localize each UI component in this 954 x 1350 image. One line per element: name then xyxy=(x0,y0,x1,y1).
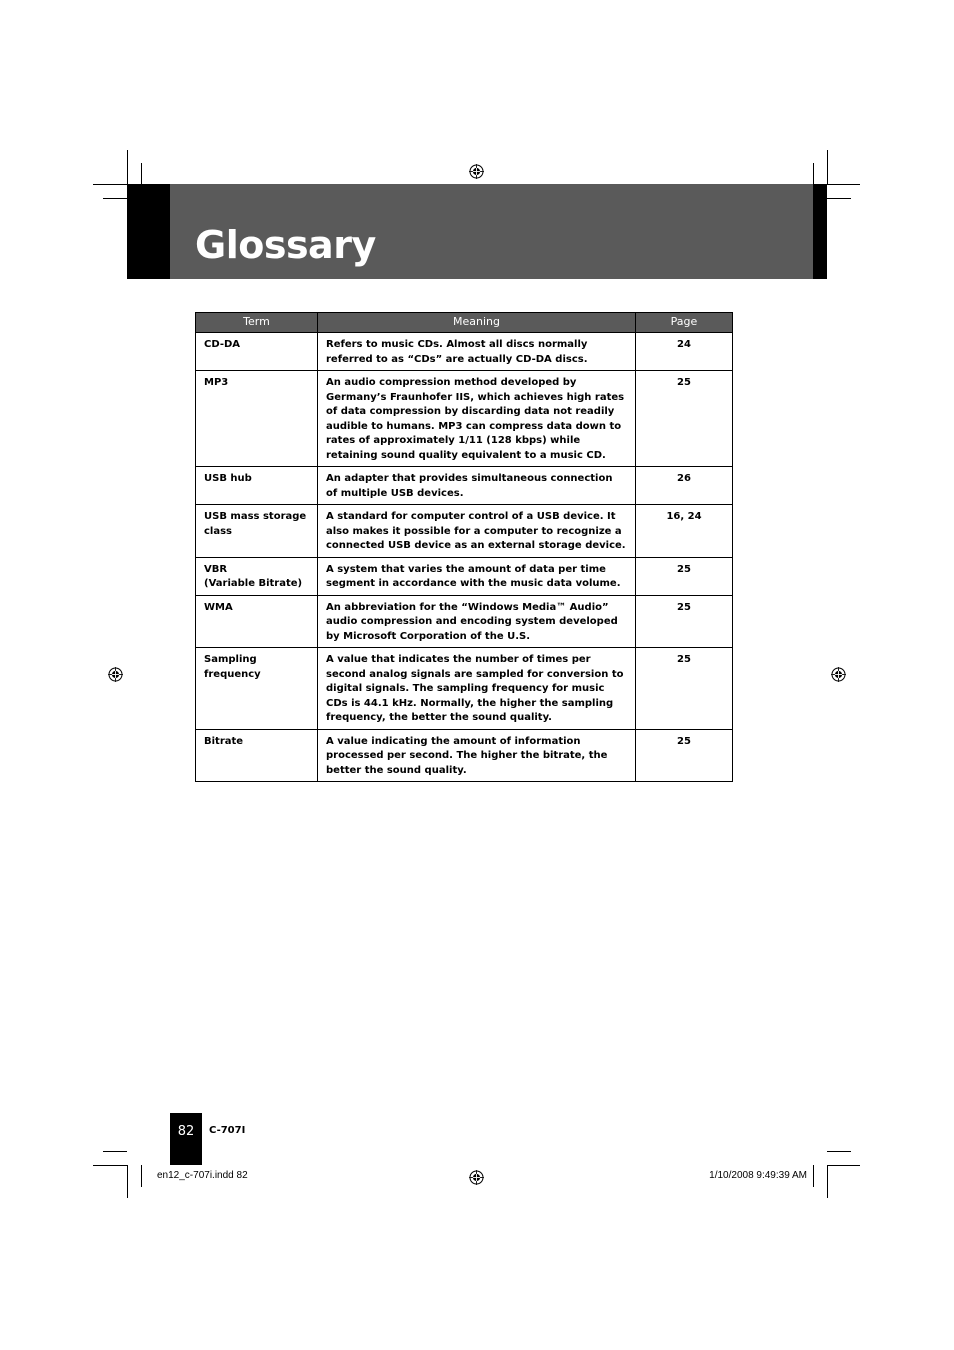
column-header-meaning: Meaning xyxy=(318,313,636,333)
term-cell: MP3 xyxy=(196,371,318,467)
table-row xyxy=(196,371,733,467)
column-header-term: Term xyxy=(196,313,318,333)
registration-mark-icon xyxy=(831,667,846,682)
page-cell: 25 xyxy=(636,557,733,595)
meaning-cell: A value indicating the amount of information processed per second. The higher the bitrate, the better the sound quality. xyxy=(318,729,636,782)
term-cell: Sampling frequency xyxy=(196,648,318,730)
page-number-tab xyxy=(170,1113,202,1165)
slug-timestamp: 1/10/2008 9:49:39 AM xyxy=(709,1170,807,1181)
slug-file-info: en12_c-707i.indd 82 xyxy=(157,1170,248,1181)
crop-mark xyxy=(93,184,127,185)
crop-mark xyxy=(827,1165,828,1198)
meaning-cell: Refers to music CDs. Almost all discs normally referred to as “CDs” are actually CD-DA discs. xyxy=(318,333,636,371)
crop-mark xyxy=(103,1151,127,1152)
meaning-cell: A value that indicates the number of times per second analog signals are sampled for conversion to digital signals. The sampling frequency for music CDs is 44.1 kHz. Normally, the higher the sampling frequency, the better the sound quality. xyxy=(318,648,636,730)
crop-mark xyxy=(827,198,851,199)
crop-mark xyxy=(827,1165,860,1166)
page-cell: 25 xyxy=(636,595,733,648)
meaning-cell: A standard for computer control of a USB device. It also makes it possible for a computer to recognize a connected USB device as an external storage device. xyxy=(318,505,636,558)
model-name: C-707I xyxy=(209,1125,246,1136)
crop-mark xyxy=(813,163,814,184)
term-cell: CD-DA xyxy=(196,333,318,371)
term-cell: VBR (Variable Bitrate) xyxy=(196,557,318,595)
registration-mark-icon xyxy=(469,164,484,179)
crop-mark xyxy=(103,198,127,199)
title-band-left-tab xyxy=(127,184,170,279)
page-cell: 16, 24 xyxy=(636,505,733,558)
table-row xyxy=(196,505,733,558)
registration-mark-icon xyxy=(108,667,123,682)
crop-mark xyxy=(127,150,128,184)
title-band-right-tab xyxy=(813,184,827,279)
meaning-cell: An audio compression method developed by Germany’s Fraunhofer IIS, which achieves high rates of data compression by discarding data not readily audible to humans. MP3 can compress data down to rates of approximately 1/11 (128 kbps) while retaining sound quality equivalent to a music CD. xyxy=(318,371,636,467)
term-cell: WMA xyxy=(196,595,318,648)
page-cell: 25 xyxy=(636,648,733,730)
page-cell: 25 xyxy=(636,371,733,467)
page-cell: 25 xyxy=(636,729,733,782)
column-header-page: Page xyxy=(636,313,733,333)
table-row xyxy=(196,333,733,371)
term-cell: USB mass storage class xyxy=(196,505,318,558)
meaning-cell: An abbreviation for the “Windows Media™ Audio” audio compression and encoding system developed by Microsoft Corporation of the U.S. xyxy=(318,595,636,648)
meaning-cell: A system that varies the amount of data per time segment in accordance with the music data volume. xyxy=(318,557,636,595)
term-cell: Bitrate xyxy=(196,729,318,782)
table-row xyxy=(196,595,733,648)
page-cell: 26 xyxy=(636,467,733,505)
crop-mark xyxy=(827,150,828,184)
crop-mark xyxy=(827,184,860,185)
term-cell: USB hub xyxy=(196,467,318,505)
glossary-table xyxy=(195,312,733,782)
table-header-row xyxy=(196,313,733,333)
meaning-cell: An adapter that provides simultaneous connection of multiple USB devices. xyxy=(318,467,636,505)
crop-mark xyxy=(827,1151,851,1152)
registration-mark-icon xyxy=(469,1170,484,1185)
page-title: Glossary xyxy=(195,223,376,267)
page-number: 82 xyxy=(177,1124,195,1139)
table-row xyxy=(196,557,733,595)
table-row xyxy=(196,467,733,505)
crop-mark xyxy=(141,163,142,184)
crop-mark xyxy=(141,1165,142,1187)
crop-mark xyxy=(127,1165,128,1198)
crop-mark xyxy=(93,1165,127,1166)
crop-mark xyxy=(813,1165,814,1187)
table-row xyxy=(196,729,733,782)
page-cell: 24 xyxy=(636,333,733,371)
table-row xyxy=(196,648,733,730)
